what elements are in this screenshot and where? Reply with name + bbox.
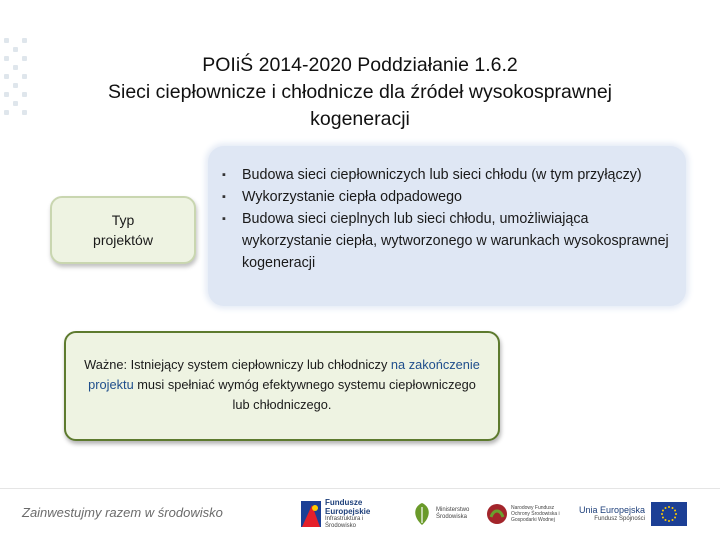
typ-label-line-2: projektów: [93, 232, 153, 248]
eu-flag-icon: [651, 502, 687, 526]
list-item-text: Budowa sieci ciepłowniczych lub sieci chłodu (w tym przyłączy): [242, 167, 642, 183]
decorative-dot: [13, 83, 18, 88]
footer-slogan: Zainwestujmy razem w środowisko: [22, 505, 223, 520]
decorative-dot: [13, 65, 18, 70]
decorative-dot: [13, 101, 18, 106]
note-bold-label: Ważne:: [84, 357, 128, 372]
decorative-dot: [4, 110, 9, 115]
decorative-dot: [4, 74, 9, 79]
eu-star-icon: [665, 507, 667, 509]
eu-star-icon: [665, 519, 667, 521]
bullet-square-icon: ▪: [222, 191, 226, 203]
list-item: [220, 208, 672, 274]
eu-subtitle: Fundusz Spójności: [594, 516, 645, 522]
important-note-box: [64, 331, 500, 441]
list-item: [220, 186, 672, 208]
ministry-logo: [410, 494, 470, 534]
eu-funds-title: Fundusze Europejskie: [325, 498, 371, 516]
nfosigw-text: Narodowy Fundusz Ochrony Środowiska i Gospodarki Wodnej: [511, 505, 560, 523]
decorative-dot: [4, 56, 9, 61]
eu-funds-logo-icon: [300, 499, 322, 529]
decorative-dot: [22, 74, 27, 79]
eu-star-icon: [674, 517, 676, 519]
eu-star-icon: [662, 517, 664, 519]
note-highlight: na zakończenie projektu: [88, 357, 480, 392]
note-text-part-1: Istniejący system ciepłowniczy lub chłodniczy: [127, 357, 391, 372]
eu-star-icon: [672, 519, 674, 521]
list-item-text: Wykorzystanie ciepła odpadowego: [242, 189, 463, 205]
eu-star-icon: [675, 513, 677, 515]
leaf-logo-icon: [410, 501, 434, 527]
footer-divider: [0, 488, 720, 489]
nfosigw-logo-icon: [486, 503, 508, 525]
typ-label-line-1: Typ: [111, 212, 135, 228]
project-types-list: [220, 164, 672, 274]
title-line-2: Sieci ciepłownicze i chłodnicze dla źródeł wysokosprawnej: [108, 81, 612, 103]
slide-title: [40, 52, 680, 133]
title-line-1: POIiŚ 2014-2020 Poddziałanie 1.6.2: [202, 54, 518, 76]
eu-star-icon: [672, 507, 674, 509]
note-text-part-2: musi spełniać wymóg efektywnego systemu ciepłowniczego lub chłodniczego.: [133, 377, 476, 412]
eu-funds-subtitle: Infrastruktura i Środowisko: [325, 516, 364, 529]
eu-funds-logo: [300, 494, 386, 534]
decorative-dot: [4, 92, 9, 97]
bullet-square-icon: ▪: [222, 169, 226, 181]
project-types-box: [208, 146, 686, 306]
project-type-label-box: [50, 196, 196, 264]
eu-title: Unia Europejska: [578, 505, 645, 515]
list-item: [220, 164, 672, 186]
eu-star-icon: [668, 506, 670, 508]
bullet-square-icon: ▪: [222, 213, 226, 225]
eu-star-icon: [662, 510, 664, 512]
nfosigw-logo: [486, 494, 562, 534]
decorative-dot: [22, 56, 27, 61]
decorative-dot: [22, 110, 27, 115]
eu-star-icon: [674, 510, 676, 512]
decorative-dot: [4, 38, 9, 43]
title-line-3: kogeneracji: [310, 108, 410, 130]
eu-star-icon: [661, 513, 663, 515]
ministry-text: Ministerstwo Środowiska: [436, 507, 470, 520]
list-item-text: Budowa sieci cieplnych lub sieci chłodu, umożliwiająca wykorzystanie ciepła, wytworzonego w warunkach wysokosprawnej kogeneracji: [242, 211, 669, 271]
decorative-dot: [22, 38, 27, 43]
eu-logo: [575, 494, 705, 534]
decorative-dot-grid: [0, 38, 40, 138]
eu-star-icon: [668, 520, 670, 522]
decorative-dot: [22, 92, 27, 97]
decorative-dot: [13, 47, 18, 52]
